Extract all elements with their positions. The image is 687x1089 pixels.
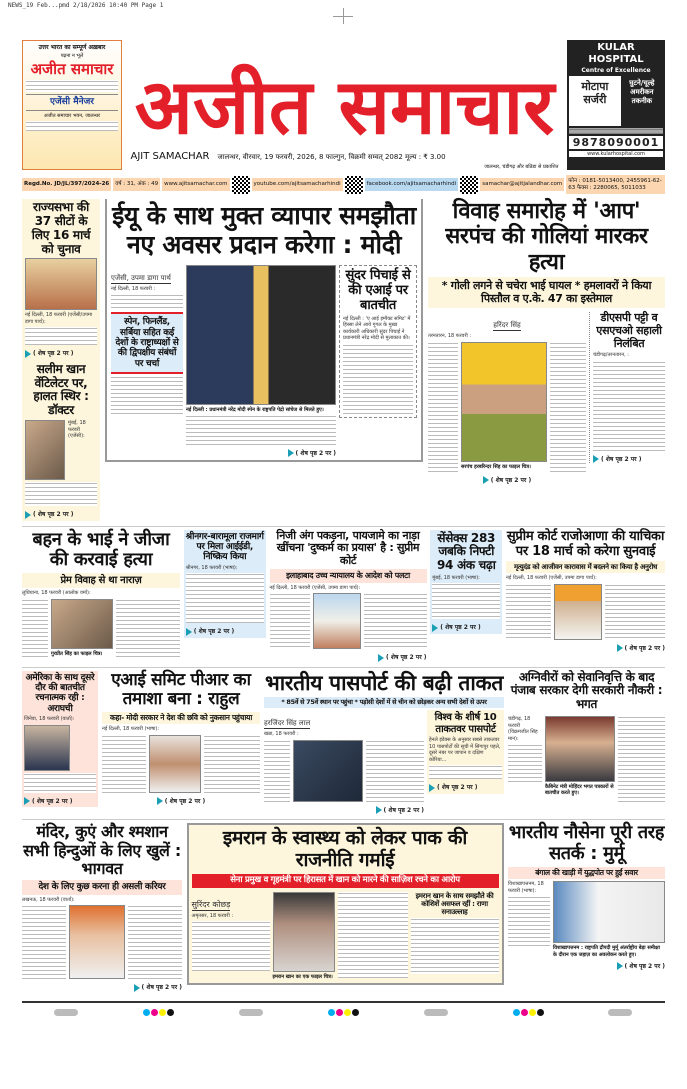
headline-rajoana[interactable]: सुप्रीम कोर्ट राजोआणा की याचिका पर 18 मार्च को करेगा सुनवाई — [506, 528, 665, 559]
continued-link[interactable]: ( शेष पृष्ठ 2 पर ) — [22, 983, 182, 992]
phone-numbers: फोन : 0181-5013400, 2455961-62-63 फैक्स : 2280065, 5011033 — [566, 175, 665, 194]
continued-link[interactable]: ( शेष पृष्ठ 2 पर ) — [24, 797, 96, 806]
left-ad[interactable] — [22, 40, 122, 170]
ad-brand: अजीत समाचार — [30, 60, 114, 79]
photo-caption: कैबिनेट मंत्री मोहिंदर भगत पत्रकारों से बातचीत करते हुए। — [545, 784, 614, 797]
reg-number: Regd.No. JD/JL/397/2024-26 — [22, 178, 111, 191]
continued-link[interactable]: ( शेष पृष्ठ 2 पर ) — [506, 644, 665, 653]
story-dateline: नई दिल्ली, 18 फरवरी (एजेंसी, उपमा डागा पार्थ): — [269, 584, 361, 591]
photo-caption: विशाखापत्तनम : राष्ट्रपति द्रौपदी मुर्मू अंतर्राष्ट्रीय बेड़ा समीक्षा के दौरान एक जहाज़ का अवलोकन करते हुए। — [553, 945, 660, 958]
ied-story — [184, 530, 266, 638]
story-dateline: मुंबई, 18 फरवरी (एजेंसी): — [68, 420, 86, 440]
subhead-sarpanch: * गोली लगने से चचेरा भाई घायल * हमलावरों ने किया पिस्तौल व ए.के. 47 का इस्तेमाल — [428, 277, 665, 308]
story-dateline: लखनऊ, 18 फरवरी (वार्ता): — [22, 896, 75, 903]
ad-agency: एजेंसी मैनेजर — [26, 94, 118, 111]
footer-rule — [22, 1001, 665, 1003]
bhagat-photo — [545, 716, 615, 782]
byline: सुरिंदर कोछड़ — [191, 899, 231, 909]
story-dateline: चंडीगढ़, 18 फरवरी (विक्रमजीत सिंह मान): — [508, 716, 538, 742]
hospital-tagline: Centre of Excellence — [581, 67, 651, 74]
continued-link[interactable]: ( शेष पृष्ठ 2 पर ) — [428, 476, 586, 485]
headline-salim-khan[interactable]: सलीम खान वेंटिलेटर पर, हालत स्थिर : डॉक्टर — [33, 361, 89, 418]
continued-link[interactable]: ( शेष पृष्ठ 2 पर ) — [429, 783, 502, 792]
story-dateline: नई दिल्ली : 'ए आई इम्पैक्ट समिट' में हिस्सा लेने आये गूगल के मुख्य कार्यकारी अधिकारी सुंदर पिचाई ने प्रधानमंत्री नरेंद्र मोदी से मुलाकात की। — [343, 315, 411, 341]
ad-contact: अजीत समाचार भवन, जालन्धर — [43, 113, 101, 120]
headline-sensex[interactable]: सेंसेक्स 283 जबकि निफ्टी 94 अंक चढ़ा — [436, 530, 496, 573]
facebook-link[interactable]: facebook.com/ajitsamacharhindi — [365, 178, 459, 191]
passport-photo — [293, 740, 363, 802]
bhagwat-photo — [69, 905, 125, 979]
rahul-story — [102, 671, 260, 806]
photo-caption: सरपंच हरबरिन्दर सिंह का फाइल चित्र। — [461, 463, 531, 470]
headline-rajyasabha[interactable]: राज्यसभा की 37 सीटों के लिए 16 मार्च को चुनाव — [31, 200, 91, 256]
sanaullah-title: इमरान खान के साथ समझौते की कोशिशें असफल रहीं : राणा सनाउल्लाह — [415, 891, 494, 916]
headline-bhagwat[interactable]: मंदिर, कुएं और श्मशान सभी हिन्दुओं के लिए खुलें : भागवत — [23, 822, 181, 879]
salim-khan-photo — [25, 420, 65, 480]
subhead-jija: प्रेम विवाह से था नाराज़ — [22, 573, 180, 589]
sensex-story — [430, 530, 502, 634]
story-dateline: मुंबई, 18 फरवरी (भाषा): — [432, 574, 480, 581]
headline-passport[interactable]: भारतीय पासपोर्ट की बढ़ी ताकत — [264, 670, 504, 695]
subhead-passport: * 85वें से 75वें स्थान पर पहुंचा * पड़ोसी देशों में से चीन को छोड़कर अन्य सभी देशों से ऊपर — [264, 697, 504, 708]
qr-code-icon — [232, 176, 250, 194]
jija-story — [22, 530, 180, 659]
lead-story — [105, 199, 423, 462]
headline-murmu[interactable]: भारतीय नौसेना पूरी तरह सतर्क : मुर्मू — [508, 822, 665, 864]
info-bar — [22, 175, 665, 194]
story-dateline: श्रीनगर, 18 फरवरी (भाषा): — [185, 564, 238, 571]
youtube-link[interactable]: youtube.com/ajitsamacharhindi — [252, 178, 343, 191]
continued-link[interactable]: ( शेष पृष्ठ 2 पर ) — [186, 449, 336, 458]
story-dateline: नई दिल्ली, 18 फरवरी : — [111, 285, 156, 292]
headline-imran[interactable]: इमरान के स्वास्थ्य को लेकर पाक की राजनीति गर्माई — [222, 827, 468, 872]
hospital-web: www.kularhospital.com — [569, 151, 663, 157]
continued-link[interactable]: ( शेष पृष्ठ 2 पर ) — [508, 962, 665, 971]
ad-line: उत्तर भारत का सम्पूर्ण अख़बार — [38, 44, 106, 51]
gurpreet-photo — [51, 599, 113, 649]
continued-link[interactable]: ( शेष पृष्ठ 2 पर ) — [432, 623, 500, 632]
story-dateline: नई दिल्ली, 18 फरवरी (एजेंसी, उपमा डागा पार्थ): — [506, 575, 597, 582]
story-dateline: तरनतारन, 18 फरवरी : — [428, 333, 472, 340]
rahul-gandhi-photo — [149, 735, 201, 793]
continued-link[interactable]: ( शेष पृष्ठ 2 पर ) — [593, 455, 665, 464]
murmu-story — [508, 823, 665, 970]
masthead — [22, 40, 665, 170]
headline-eu-trade[interactable]: ईयू के साथ मुक्त व्यापार समझौता नए अवसर प्रदान करेगा : मोदी — [112, 201, 416, 259]
hospital-phone: 9878090001 — [569, 136, 663, 149]
sarpanch-photo — [461, 342, 547, 462]
ad-line: पढ़ना न भूलें — [60, 53, 84, 60]
subhead-bhagwat: देश के लिए कुछ करना ही असली करियर — [22, 880, 182, 894]
right-ad[interactable] — [567, 40, 665, 170]
print-slug: NEWS_19 Feb...pmd 2/18/2026 10:40 PM Page 1 — [8, 2, 164, 9]
rajoana-photo — [554, 584, 602, 640]
headline-jija[interactable]: बहन के भाई ने जीजा की करवाई हत्या — [32, 528, 170, 571]
top-passports-text: हेनले इंडेक्स के अनुसार सबसे ताकतवर 10 पासपोर्टों की सूची में सिंगापुर पहले, दूसरे नंबर पर जापान व दक्षिण कोरिया... — [429, 737, 501, 763]
row-1 — [22, 199, 665, 520]
imran-khan-photo — [273, 892, 335, 972]
pichai-box — [339, 265, 417, 418]
publish-note: जालन्धर, चंडीगढ़ और बठिंडा से प्रकाशित — [484, 164, 559, 170]
sarpanch-story — [428, 199, 665, 484]
modi-sanchez-photo — [186, 265, 336, 405]
story-dateline: नई दिल्ली, 18 फरवरी (भाषा): — [102, 726, 160, 733]
subhead-imran: सेना प्रमुख व गृहमंत्री पर हिरासत में खान को मारने की साज़िश रचने का आरोप — [192, 874, 499, 888]
headline-agniveer[interactable]: अग्निवीरों को सेवानिवृत्ति के बाद पंजाब सरकार देगी सरकारी नौकरी : भगत — [510, 669, 663, 712]
araghchi-photo — [24, 725, 70, 771]
supreme-court-photo — [313, 593, 361, 649]
qr-code-icon — [345, 176, 363, 194]
continued-link[interactable]: ( शेष पृष्ठ 2 पर ) — [264, 806, 424, 815]
story-dateline: विशाखापत्तनम, 18 फरवरी (भाषा): — [508, 881, 544, 894]
headline-supreme-court[interactable]: निजी अंग पकड़ना, पायजामे का नाड़ा खींचना 'दुष्कर्म का प्रयास' है : सुप्रीम कोर्ट — [276, 528, 420, 567]
byline: हरजिंदर सिंह लाल — [264, 719, 311, 728]
story-dateline: नई दिल्ली, 18 फरवरी (एजेंसी/उपमा डागा पार्थ): — [25, 312, 93, 325]
continued-link[interactable]: ( शेष पृष्ठ 2 पर ) — [102, 797, 260, 806]
row-3 — [22, 667, 665, 815]
subhead-murmu: बंगाल की खाड़ी में युद्धपोत पर हुईं सवार — [508, 867, 665, 880]
bhagwat-story — [22, 823, 182, 992]
rajoana-story — [506, 530, 665, 653]
story-dateline: खन्ना, 18 फरवरी : — [264, 731, 299, 738]
murmu-photo — [553, 881, 665, 943]
dsp-story — [589, 312, 665, 463]
agniveer-story — [508, 671, 665, 804]
subhead-rahul: कहा- मोदी सरकार ने देश की छवि को नुकसान पहुंचाया — [102, 712, 260, 725]
hospital-name: KULAR HOSPITAL — [588, 42, 644, 65]
headline-araghchi[interactable]: अमेरिका के साथ दूसरे दौर की बातचीत रचनात्मक रही : अराघची — [25, 672, 95, 714]
continued-link[interactable]: ( शेष पृष्ठ 2 पर ) — [25, 510, 97, 519]
qr-code-icon — [460, 176, 478, 194]
continued-link[interactable]: ( शेष पृष्ठ 2 पर ) — [270, 653, 427, 662]
passport-story — [264, 671, 504, 815]
headline-ied[interactable]: श्रीनगर-बारामूला राजमार्ग पर मिला आईईडी, निष्क्रिय किया — [185, 531, 264, 563]
sc-story — [270, 530, 427, 662]
color-registration-bar — [22, 1008, 665, 1018]
subhead-rajoana: मृत्युदंड को आजीवन कारावास में बदलने का किया है अनुरोध — [506, 561, 665, 573]
dateline: जालन्धर, वीरवार, 19 फरवरी, 2026, 8 फाल्गुन, विक्रमी सम्वत् 2082 मूल्य : ₹ 3.00 — [217, 153, 446, 161]
byline: हरिंदर सिंह — [493, 321, 521, 330]
volume: वर्ष : 31, अंक : 49 — [113, 178, 160, 191]
continued-link[interactable]: ( शेष पृष्ठ 2 पर ) — [186, 627, 264, 636]
masthead-center — [127, 40, 563, 170]
story-dateline: लुधियाना, 18 फरवरी (आलोक वर्मा): — [22, 590, 91, 597]
headline-sarpanch[interactable]: विवाह समारोह में 'आप' सरपंच की गोलियां मारकर हत्या — [445, 199, 648, 275]
araghchi-story — [22, 671, 98, 807]
story-dateline: अमृतसर, 18 फरवरी : — [191, 912, 234, 919]
headline-dsp[interactable]: डीएसपी पट्टी व एसएचओ सहाली निलंबित — [596, 311, 662, 350]
photo-caption: गुरप्रीत सिंह का फाइल चित्र। — [51, 650, 103, 657]
ad-obesity: मोटापा सर्जरी — [569, 76, 621, 126]
byline: एजेंसी, उपमा डागा पार्थ — [111, 273, 171, 282]
ad-knee: घुटने/चूल्हे अमरीकन तकनीक — [629, 79, 655, 105]
subhead-supreme-court: इलाहाबाद उच्च न्यायालय के आदेश को पलटा — [270, 569, 427, 582]
top-passports-title: विश्व के शीर्ष 10 ताकतवर पासपोर्ट — [434, 712, 497, 735]
photo-caption: इमरान खान का एक फाइल चित्र। — [272, 973, 333, 980]
newspaper-title: अजीत समाचार — [134, 62, 555, 152]
row-2 — [22, 526, 665, 662]
story-dateline: चंडीगढ़/तरनतारन, : — [593, 352, 629, 359]
headline-rahul[interactable]: एआई समिट पीआर का तमाशा बना : राहुल — [111, 669, 251, 710]
row-4 — [22, 819, 665, 992]
headline-pichai[interactable]: सुंदर पिचाई से की एआई पर बातचीत — [345, 267, 411, 313]
imran-story — [187, 823, 504, 985]
continued-link[interactable]: ( शेष पृष्ठ 2 पर ) — [25, 349, 97, 358]
story-dateline: जिनेवा, 18 फरवरी (वार्ता): — [24, 716, 75, 723]
email-link[interactable]: samachar@ajitjalandhar.com — [480, 178, 564, 191]
photo-caption: नई दिल्ली : प्रधानमंत्री नरेंद्र मोदी स्पेन के राष्ट्रपति पेद्रो सांचेज से मिलते हुए। — [186, 406, 324, 413]
english-title: AJIT SAMACHAR — [130, 151, 210, 162]
left-column — [22, 199, 100, 520]
website-link[interactable]: www.ajitsamachar.com — [162, 178, 229, 191]
parliament-photo — [25, 258, 97, 310]
sidebar-bilateral[interactable]: स्पेन, फिनलैंड, सर्बिया सहित कई देशों के राष्ट्राध्यक्षों से की द्विपक्षीय संबंधों पर चर्चा — [111, 312, 183, 374]
